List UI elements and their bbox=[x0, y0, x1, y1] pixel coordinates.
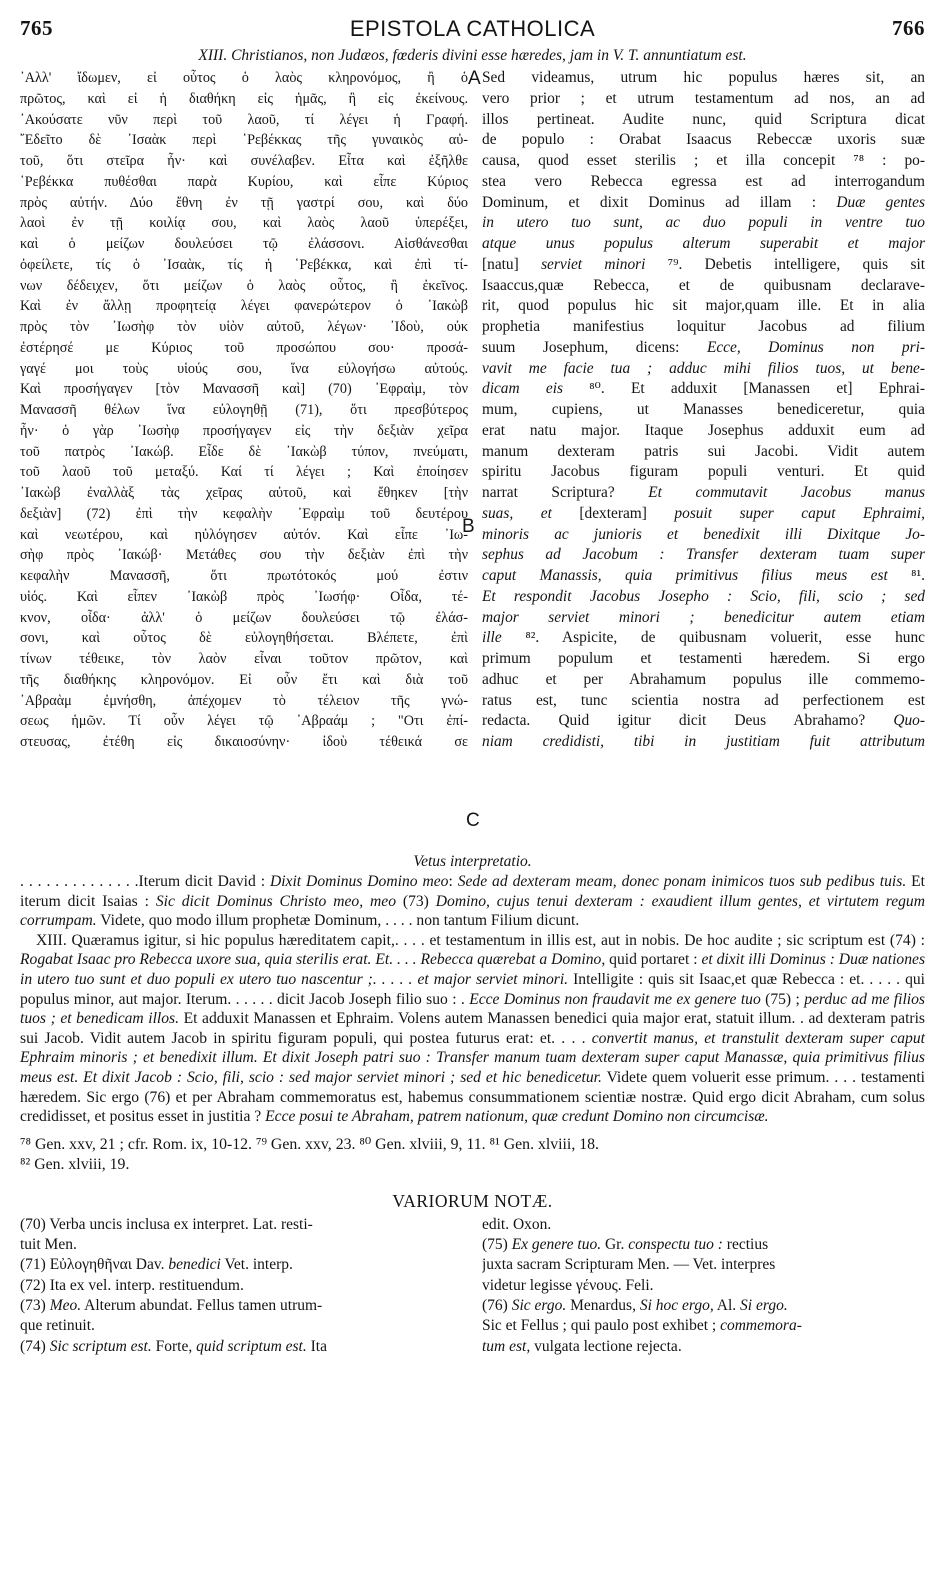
latin-line bbox=[482, 400, 925, 421]
greek-line: τοῦ, ὅτι στεῖρα ἦν· καὶ συνέλαβεν. Εἶτα καὶ ἐξῆλθε bbox=[20, 153, 468, 169]
text-run: manum dexteram patris sui Jacobi. Vidit autem bbox=[482, 442, 925, 460]
text-run: . . . . . . . . . . . . . .Iterum dicit David : bbox=[20, 873, 270, 890]
text-run: Dominum, et dixit Dominus ad illam : bbox=[482, 193, 837, 211]
text-run: spiritu Jacobus figuram populi venturi. Et quid bbox=[482, 463, 925, 481]
text-run: : bbox=[448, 873, 458, 890]
section-title: XIII. Christianos, non Judæos, fœderis divini esse hæredes, jam in V. T. annuntiatum est. bbox=[198, 47, 747, 64]
latin-line bbox=[482, 359, 925, 380]
latin-line bbox=[482, 525, 925, 546]
latin-line bbox=[482, 566, 925, 587]
text-run: Menardus, bbox=[566, 1296, 640, 1314]
greek-line: σονι, καὶ οὗτος δὲ εὐλογηθήσεται. Βλέπετε, ἐπὶ bbox=[20, 630, 468, 647]
italic-text: benedici bbox=[168, 1256, 221, 1274]
greek-line: νων δέδειχεν, ὅτι μείζων ὁ λαὸς οὗτος, ἢ ἐκεῖνος. bbox=[20, 277, 468, 294]
italic-text: Rogabat Isaac pro Rebecca uxore sua, quia sterilis erat. Et. . . . Rebecca quærebat a Domino, bbox=[20, 951, 606, 969]
text-run: Ita bbox=[306, 1337, 327, 1355]
margin-marker-b: B bbox=[462, 516, 475, 537]
italic-text: suas, et bbox=[482, 504, 552, 522]
vetus-paragraph bbox=[20, 872, 925, 931]
greek-line: ᾿Αβραὰμ ἐμνήσθη, ἀπέχομεν τὸ τέλειον τῆς γνώ- bbox=[20, 692, 468, 709]
latin-line bbox=[482, 711, 925, 732]
text-run: Intelligite : quis sit Isaac,et quæ Rebecca : et. . . . . qui populus minor, aut major. Iterum. . . . . . dicit Jacob Joseph filio suo : . bbox=[20, 970, 925, 1008]
note-line bbox=[20, 1215, 460, 1235]
text-run: de populo : Orabat Isaacus Rebeccæ uxoris suæ bbox=[482, 131, 925, 149]
text-run: (73) bbox=[396, 892, 436, 910]
text-run: prophetia manifestius loquitur Jacobus ad filium bbox=[482, 318, 925, 335]
text-run: [dexteram] bbox=[551, 504, 675, 522]
latin-line bbox=[482, 483, 925, 504]
text-run: mum, cupiens, ut Manasses benediceretur, quia bbox=[482, 401, 925, 418]
greek-line: στευσας, ἐτέθη εἰς δικαιοσύνην· ἰδοὺ τέθεικά σε bbox=[20, 734, 468, 750]
italic-text: commemora- bbox=[720, 1317, 802, 1335]
text-run: (72) Ita ex vel. interp. restituendum. bbox=[20, 1276, 244, 1294]
italic-text: et dixit illi Dominus : Duæ nationes in utero tuo sunt et duo populi ex utero tuo nascentur ;. . . . . et major serviet minori. bbox=[20, 951, 926, 988]
note-line bbox=[20, 1276, 460, 1296]
latin-line bbox=[482, 608, 925, 629]
italic-text: Si ergo. bbox=[740, 1296, 788, 1314]
text-run: (71) Εὐλογηθῆναι Dav. bbox=[20, 1256, 169, 1274]
note-line bbox=[20, 1255, 460, 1275]
italic-text: Sede ad dexteram meam, donec ponam inimicos tuos sub pedibus tuis. bbox=[457, 873, 907, 890]
text-run: Gr. bbox=[601, 1236, 629, 1254]
text-run: ⁷⁹. Debetis intelligere, quis sit bbox=[645, 255, 925, 273]
greek-line: Καὶ προσήγαγεν [τὸν Μανασσῆ καὶ] (70) ᾿Εφραὶμ, τὸν bbox=[20, 381, 468, 398]
greek-line: δεξιὰν] (72) ἐπὶ τὴν κεφαλὴν ᾿Εφραὶμ τοῦ δευτέρου bbox=[20, 505, 468, 522]
notes-left-column bbox=[20, 1215, 460, 1357]
text-run: Isaaccus,quæ Rebecca, et de quibusnam declarave- bbox=[482, 276, 925, 294]
italic-text: serviet minori bbox=[541, 255, 646, 273]
page-number-right: 766 bbox=[892, 16, 925, 40]
vetus-interpretatio-text bbox=[20, 872, 925, 1127]
italic-text: dicam eis bbox=[482, 380, 563, 398]
latin-line bbox=[482, 213, 925, 234]
greek-line: τοῦ λαοῦ τοῦ μεταξύ. Καί τί λέγει ; Καὶ ἐποίησεν bbox=[20, 464, 468, 481]
text-run: primum populum et testamenti hæredem. Si ergo bbox=[482, 650, 925, 667]
greek-line: ᾿Ακούσατε νῦν περὶ τοῦ λαοῦ, τί λέγει ἡ Γραφή. bbox=[20, 111, 468, 128]
text-run: Sed videamus, utrum hic populus hæres sit, an bbox=[482, 69, 925, 86]
latin-line bbox=[482, 151, 925, 172]
greek-line: ἐστέρησέ με Κύριος τοῦ προσώπου σου· προσά- bbox=[20, 339, 468, 356]
latin-line bbox=[482, 545, 925, 566]
italic-text: Meo. bbox=[49, 1296, 82, 1314]
italic-text: ille bbox=[482, 629, 502, 647]
italic-text: Quo- bbox=[893, 712, 925, 730]
greek-line: σεως ἡμῶν. Τί οὖν λέγει τῷ ᾿Αβραάμ ; "Οτι ἐπί- bbox=[20, 713, 468, 730]
latin-line bbox=[482, 732, 925, 753]
text-run: vero prior ; et utrum testamentum ad nos, an ad bbox=[482, 89, 925, 107]
latin-line bbox=[482, 296, 925, 317]
text-run: erat natu major. Itaque Josephus adduxit eum ad bbox=[482, 421, 925, 439]
latin-line bbox=[482, 89, 925, 110]
page bbox=[20, 8, 925, 1355]
text-run: quid portaret : bbox=[605, 951, 702, 969]
latin-line bbox=[482, 193, 925, 214]
latin-line bbox=[482, 421, 925, 442]
vetus-interpretatio-title: Vetus interpretatio. bbox=[413, 853, 532, 870]
latin-line bbox=[482, 649, 925, 670]
latin-line bbox=[482, 691, 925, 712]
greek-line: πρὸς τὸν ᾿Ιωσὴφ τὸν υἱὸν αὐτοῦ, λέγων· ᾿Ιδοὺ, οὐκ bbox=[20, 319, 468, 335]
latin-line bbox=[482, 130, 925, 151]
greek-line: καὶ νεωτέρου, καὶ ηὐλόγησεν αὐτόν. Καὶ εἶπε ᾿Ιω- bbox=[20, 526, 468, 543]
greek-line: ῾Ρεβέκκα πυθέσθαι παρὰ Κυρίου, καὶ εἶπε Κύριος bbox=[20, 173, 468, 190]
text-run: narrat Scriptura? bbox=[482, 484, 649, 501]
latin-line bbox=[482, 234, 925, 255]
text-run: causa, quod esset sterilis ; et illa concepit ⁷⁸ : po- bbox=[482, 152, 925, 169]
text-run: suum Josephum, dicens: bbox=[482, 338, 707, 356]
greek-line: γαγέ μοι τοὺς υἱούς σου, ἵνα εὐλογήσω αὐτούς. bbox=[20, 360, 468, 377]
text-run: vulgata lectione rejecta. bbox=[530, 1337, 682, 1355]
text-run: Forte, bbox=[151, 1337, 197, 1355]
greek-line: Καὶ ἐν ἄλλῃ προφητείᾳ λέγει φανερώτερον ὁ ᾿Ιακὼβ bbox=[20, 298, 468, 315]
latin-line bbox=[482, 68, 925, 89]
latin-line bbox=[482, 255, 925, 276]
note-line bbox=[482, 1337, 925, 1357]
text-run: XIII. Quæramus igitur, si hic populus hæreditatem capit,. . . . et testamentum in illis est, aut in nobis. De hoc audite ; sic scriptum est (74) : bbox=[36, 931, 925, 949]
italic-text: sephus ad Jacobum : Transfer dexteram tuam super bbox=[482, 546, 925, 564]
italic-text: in utero tuo sunt, ac duo populi in ventre tuo bbox=[482, 214, 925, 232]
latin-line bbox=[482, 628, 925, 649]
note-line bbox=[482, 1215, 925, 1235]
margin-marker-a: A bbox=[468, 68, 481, 89]
text-run: Videte quem voluerit esse primum. . . . testamenti hæredem. Sic ergo (76) et per Abraham commemoratus est, habemus consummationem scientiæ nostræ. Quid ergo dicit Abraham, cum solus credidisset, et positus esset in justitia ? bbox=[20, 1068, 926, 1126]
text-run: Et adduxit Manassen et Ephraim. Volens autem Manassen benedici quia major erat, statuit illum. . ad dexteram patris sui Jacob. Vidit autem Jacob in spiritu figuram populi, qui postea futurus erat: et. . . . bbox=[20, 1010, 925, 1047]
greek-line: ἦν· ὁ γὰρ ᾿Ιωσὴφ προσήγαγεν εἰς τὴν δεξιὰν χεῖρα bbox=[20, 422, 468, 439]
greek-line: πρῶτος, καὶ εἰ ἡ διαθήκη εἰς ἡμᾶς, ἢ εἰς ἐκείνους. bbox=[20, 90, 468, 107]
italic-text: Sic scriptum est. bbox=[49, 1337, 152, 1355]
italic-text: major serviet minori ; benedicitur autem etiam bbox=[482, 608, 925, 626]
text-run: Et iterum dicit Isaias : bbox=[20, 873, 925, 910]
greek-line: κνον, οἶδα· ἀλλ' ὁ μείζων δουλεύσει τῷ ἐλάσ- bbox=[20, 609, 468, 626]
note-line bbox=[20, 1235, 460, 1255]
margin-marker-c: C bbox=[466, 810, 480, 831]
note-line bbox=[482, 1255, 925, 1275]
text-run: Videte, quo modo illum prophetæ Dominum, . . . . non tantum Filium dicunt. bbox=[96, 912, 580, 930]
text-run: rit, quod populus hic sit major,quam ille. Et in alia bbox=[482, 297, 925, 315]
note-line bbox=[20, 1337, 460, 1357]
variorum-notae-title: VARIORUM NOTÆ. bbox=[392, 1190, 553, 1211]
italic-text: Ecce posui te Abraham, patrem nationum, quæ credunt Domino non circumcisæ. bbox=[265, 1108, 769, 1126]
latin-text-column bbox=[482, 68, 925, 753]
italic-text: posuit super caput Ephraimi, bbox=[674, 504, 925, 522]
text-run: ⁸². Aspicite, de quibusnam voluerit, esse hunc bbox=[501, 629, 925, 647]
greek-line: σὴφ πρὸς ᾿Ιακώβ· Μετάθες σου τὴν δεξιὰν ἐπὶ τὴν bbox=[20, 547, 468, 564]
italic-text: niam credidisti, tibi in justitiam fuit attributum bbox=[482, 733, 925, 750]
greek-line: τῆς διαθήκης κληρονόμον. Εἰ οὖν ἔτι καὶ διὰ τοῦ bbox=[20, 671, 468, 688]
text-run: videtur legisse γένους. Feli. bbox=[482, 1276, 654, 1294]
footnotes bbox=[20, 1135, 925, 1175]
italic-text: Duæ gentes bbox=[836, 193, 925, 211]
greek-line: τίνων τέθεικε, τὸν λαὸν εἶναι τοῦτον πρῶτον, καὶ bbox=[20, 651, 468, 667]
italic-text: Et respondit Jacobus Josepho : Scio, fili, scio ; sed bbox=[482, 587, 925, 605]
italic-text: Sic dicit Dominus Christo meo, meo bbox=[155, 892, 396, 910]
text-run: que retinuit. bbox=[20, 1317, 95, 1335]
note-line bbox=[20, 1296, 460, 1316]
latin-line bbox=[482, 462, 925, 483]
greek-line: Μανασσῆ θέλων ἵνα εὐλογηθῇ (71), ὅτι πρεσβύτερος bbox=[20, 402, 468, 418]
text-run: (73) bbox=[20, 1296, 50, 1314]
latin-line bbox=[482, 442, 925, 463]
greek-line: τοῦ πατρὸς ᾿Ιακώβ. Εἶδε δὲ ᾿Ιακὼβ τύπον, πνεύματι, bbox=[20, 443, 468, 460]
text-run: (70) Verba uncis inclusa ex interpret. Lat. resti- bbox=[20, 1215, 313, 1233]
latin-line bbox=[482, 670, 925, 691]
greek-line: λαοὶ ἐν τῇ κοιλίᾳ σου, καὶ λαὸς λαοῦ ὑπερέξει, bbox=[20, 215, 468, 232]
note-line bbox=[482, 1296, 925, 1316]
text-run: Alterum abundat. Fellus tamen utrum- bbox=[81, 1296, 323, 1314]
text-run: Vet. interp. bbox=[220, 1256, 293, 1274]
italic-text: Et commutavit Jacobus manus bbox=[648, 484, 925, 501]
notes-right-column bbox=[482, 1215, 925, 1357]
note-line bbox=[482, 1235, 925, 1255]
italic-text: Sic ergo. bbox=[511, 1296, 567, 1314]
italic-text: Dixit Dominus Domino meo bbox=[269, 873, 449, 890]
page-header bbox=[20, 8, 925, 42]
greek-line: πρὸς αὐτήν. Δύο ἔθνη ἐν τῇ γαστρί σου, καὶ δύο bbox=[20, 194, 468, 211]
text-run: edit. Oxon. bbox=[482, 1215, 552, 1233]
italic-text: quid scriptum est. bbox=[196, 1337, 307, 1355]
greek-line: καὶ ὁ μείζων δουλεύσει τῷ ἐλάσσονι. Αἰσθάνεσθαι bbox=[20, 236, 468, 252]
latin-line bbox=[482, 276, 925, 297]
greek-text-column bbox=[20, 68, 468, 753]
text-run: rectius bbox=[722, 1236, 769, 1254]
italic-text: Ex genere tuo. bbox=[511, 1236, 602, 1254]
italic-text: Ecce Dominus non fraudavit me ex genere tuo bbox=[469, 990, 761, 1008]
footnote-line bbox=[20, 1155, 925, 1175]
italic-text: minoris ac junioris et benedixit illi Dixitque Jo- bbox=[482, 525, 925, 543]
text-run: ⁸² Gen. xlviii, 19. bbox=[20, 1155, 130, 1173]
greek-line: ῎Εδεῖτο δὲ ᾿Ισαὰκ περὶ ῾Ρεβέκκας τῆς γυναικὸς αὐ- bbox=[20, 132, 468, 149]
text-run: redacta. Quid igitur dicit Deus Abrahamo? bbox=[482, 712, 894, 730]
text-run: (75) ; bbox=[760, 990, 805, 1008]
text-run: ⁸¹. bbox=[887, 567, 925, 584]
text-run: illos pertineat. Audite nunc, quid Scriptura dicat bbox=[482, 110, 925, 128]
latin-line bbox=[482, 172, 925, 193]
greek-line: ᾿Ιακὼβ ἐναλλὰξ τὰς χεῖρας αὐτοῦ, καὶ ἔθηκεν [τὴν bbox=[20, 485, 468, 501]
latin-line bbox=[482, 504, 925, 525]
greek-line: ᾿Αλλ' ἴδωμεν, εἰ οὗτος ὁ λαὸς κληρονόμος, ἢ ὁ bbox=[20, 70, 468, 86]
latin-line bbox=[482, 587, 925, 608]
footnote-line bbox=[20, 1135, 925, 1155]
text-run: ⁸⁰. Et adduxit [Manassen et] Ephrai- bbox=[563, 380, 925, 398]
text-run: ratus est, tunc scientia nostra ad perfectionem est bbox=[482, 691, 925, 709]
italic-text: vavit me facie tua ; adduc mihi filios tuos, ut bene- bbox=[482, 359, 925, 377]
text-run: (74) bbox=[20, 1337, 50, 1355]
italic-text: conspectu tuo : bbox=[628, 1236, 723, 1254]
variorum-notae bbox=[20, 1215, 925, 1355]
note-line bbox=[482, 1276, 925, 1296]
italic-text: Si hoc ergo, bbox=[639, 1296, 714, 1314]
text-run: tuit Men. bbox=[20, 1236, 77, 1254]
running-title: EPISTOLA CATHOLICA bbox=[349, 16, 596, 41]
text-run: adhuc et per Abrahamum populus ille commemo- bbox=[482, 670, 925, 688]
text-run: juxta sacram Scripturam Men. — Vet. interpres bbox=[482, 1256, 776, 1274]
italic-text: caput Manassis, quia primitivus filius meus est bbox=[482, 567, 888, 584]
italic-text: Ecce, Dominus non pri- bbox=[706, 338, 925, 356]
note-line bbox=[482, 1316, 925, 1336]
vetus-paragraph bbox=[20, 931, 925, 1127]
greek-line: υἱός. Καὶ εἶπεν ᾿Ιακὼβ πρὸς ᾿Ιωσήφ· Οἶδα, τέ- bbox=[20, 588, 468, 605]
italic-text: perduc ad me filios tuos ; et benedicam illos. bbox=[20, 990, 925, 1028]
latin-line bbox=[482, 379, 925, 400]
parallel-text-columns bbox=[20, 68, 925, 850]
note-line bbox=[20, 1316, 460, 1336]
latin-line bbox=[482, 338, 925, 359]
text-run: [natu] bbox=[482, 255, 542, 273]
italic-text: Domino, cujus tenui dexteram : exaudient illum gentes, et virtutem regum corrumpam. bbox=[20, 892, 925, 930]
greek-line: κεφαλὴν Μανασσῆ, ὅτι πρωτότοκός μού ἐστιν bbox=[20, 568, 468, 584]
latin-line bbox=[482, 317, 925, 338]
text-run: (75) bbox=[482, 1236, 512, 1254]
italic-text: tum est, bbox=[482, 1337, 531, 1355]
text-run: Al. bbox=[713, 1296, 741, 1314]
greek-line: ὀφείλετε, τίς ὁ ᾿Ισαὰκ, τίς ἡ ῾Ρεβέκκα, καὶ ἐπὶ τί- bbox=[20, 256, 468, 273]
latin-line bbox=[482, 110, 925, 131]
text-run: ⁷⁸ Gen. xxv, 21 ; cfr. Rom. ix, 10-12. ⁷⁹ Gen. xxv, 23. ⁸⁰ Gen. xlviii, 9, 11. ⁸¹ Gen. xlviii, 18. bbox=[20, 1135, 599, 1153]
page-number-left: 765 bbox=[20, 16, 53, 40]
text-run: (76) bbox=[482, 1296, 512, 1314]
italic-text: convertit manus, et transtulit dexteram super caput Ephraim minoris ; et benedixit illum. Et dixit Joseph patri suo : Transfer manum tuam dexteram super caput Manassæ, quia primitivus filius meus est. Et dixit Jacob : Scio, fili, scio : sed major serviet minori ; sed et hic benedicetur. bbox=[20, 1029, 925, 1086]
italic-text: atque unus populus alterum superabit et major bbox=[482, 235, 925, 252]
text-run: stea vero Rebecca egressa est ad interrogandum bbox=[482, 172, 925, 190]
text-run: Sic et Fellus ; qui paulo post exhibet ; bbox=[482, 1317, 721, 1335]
